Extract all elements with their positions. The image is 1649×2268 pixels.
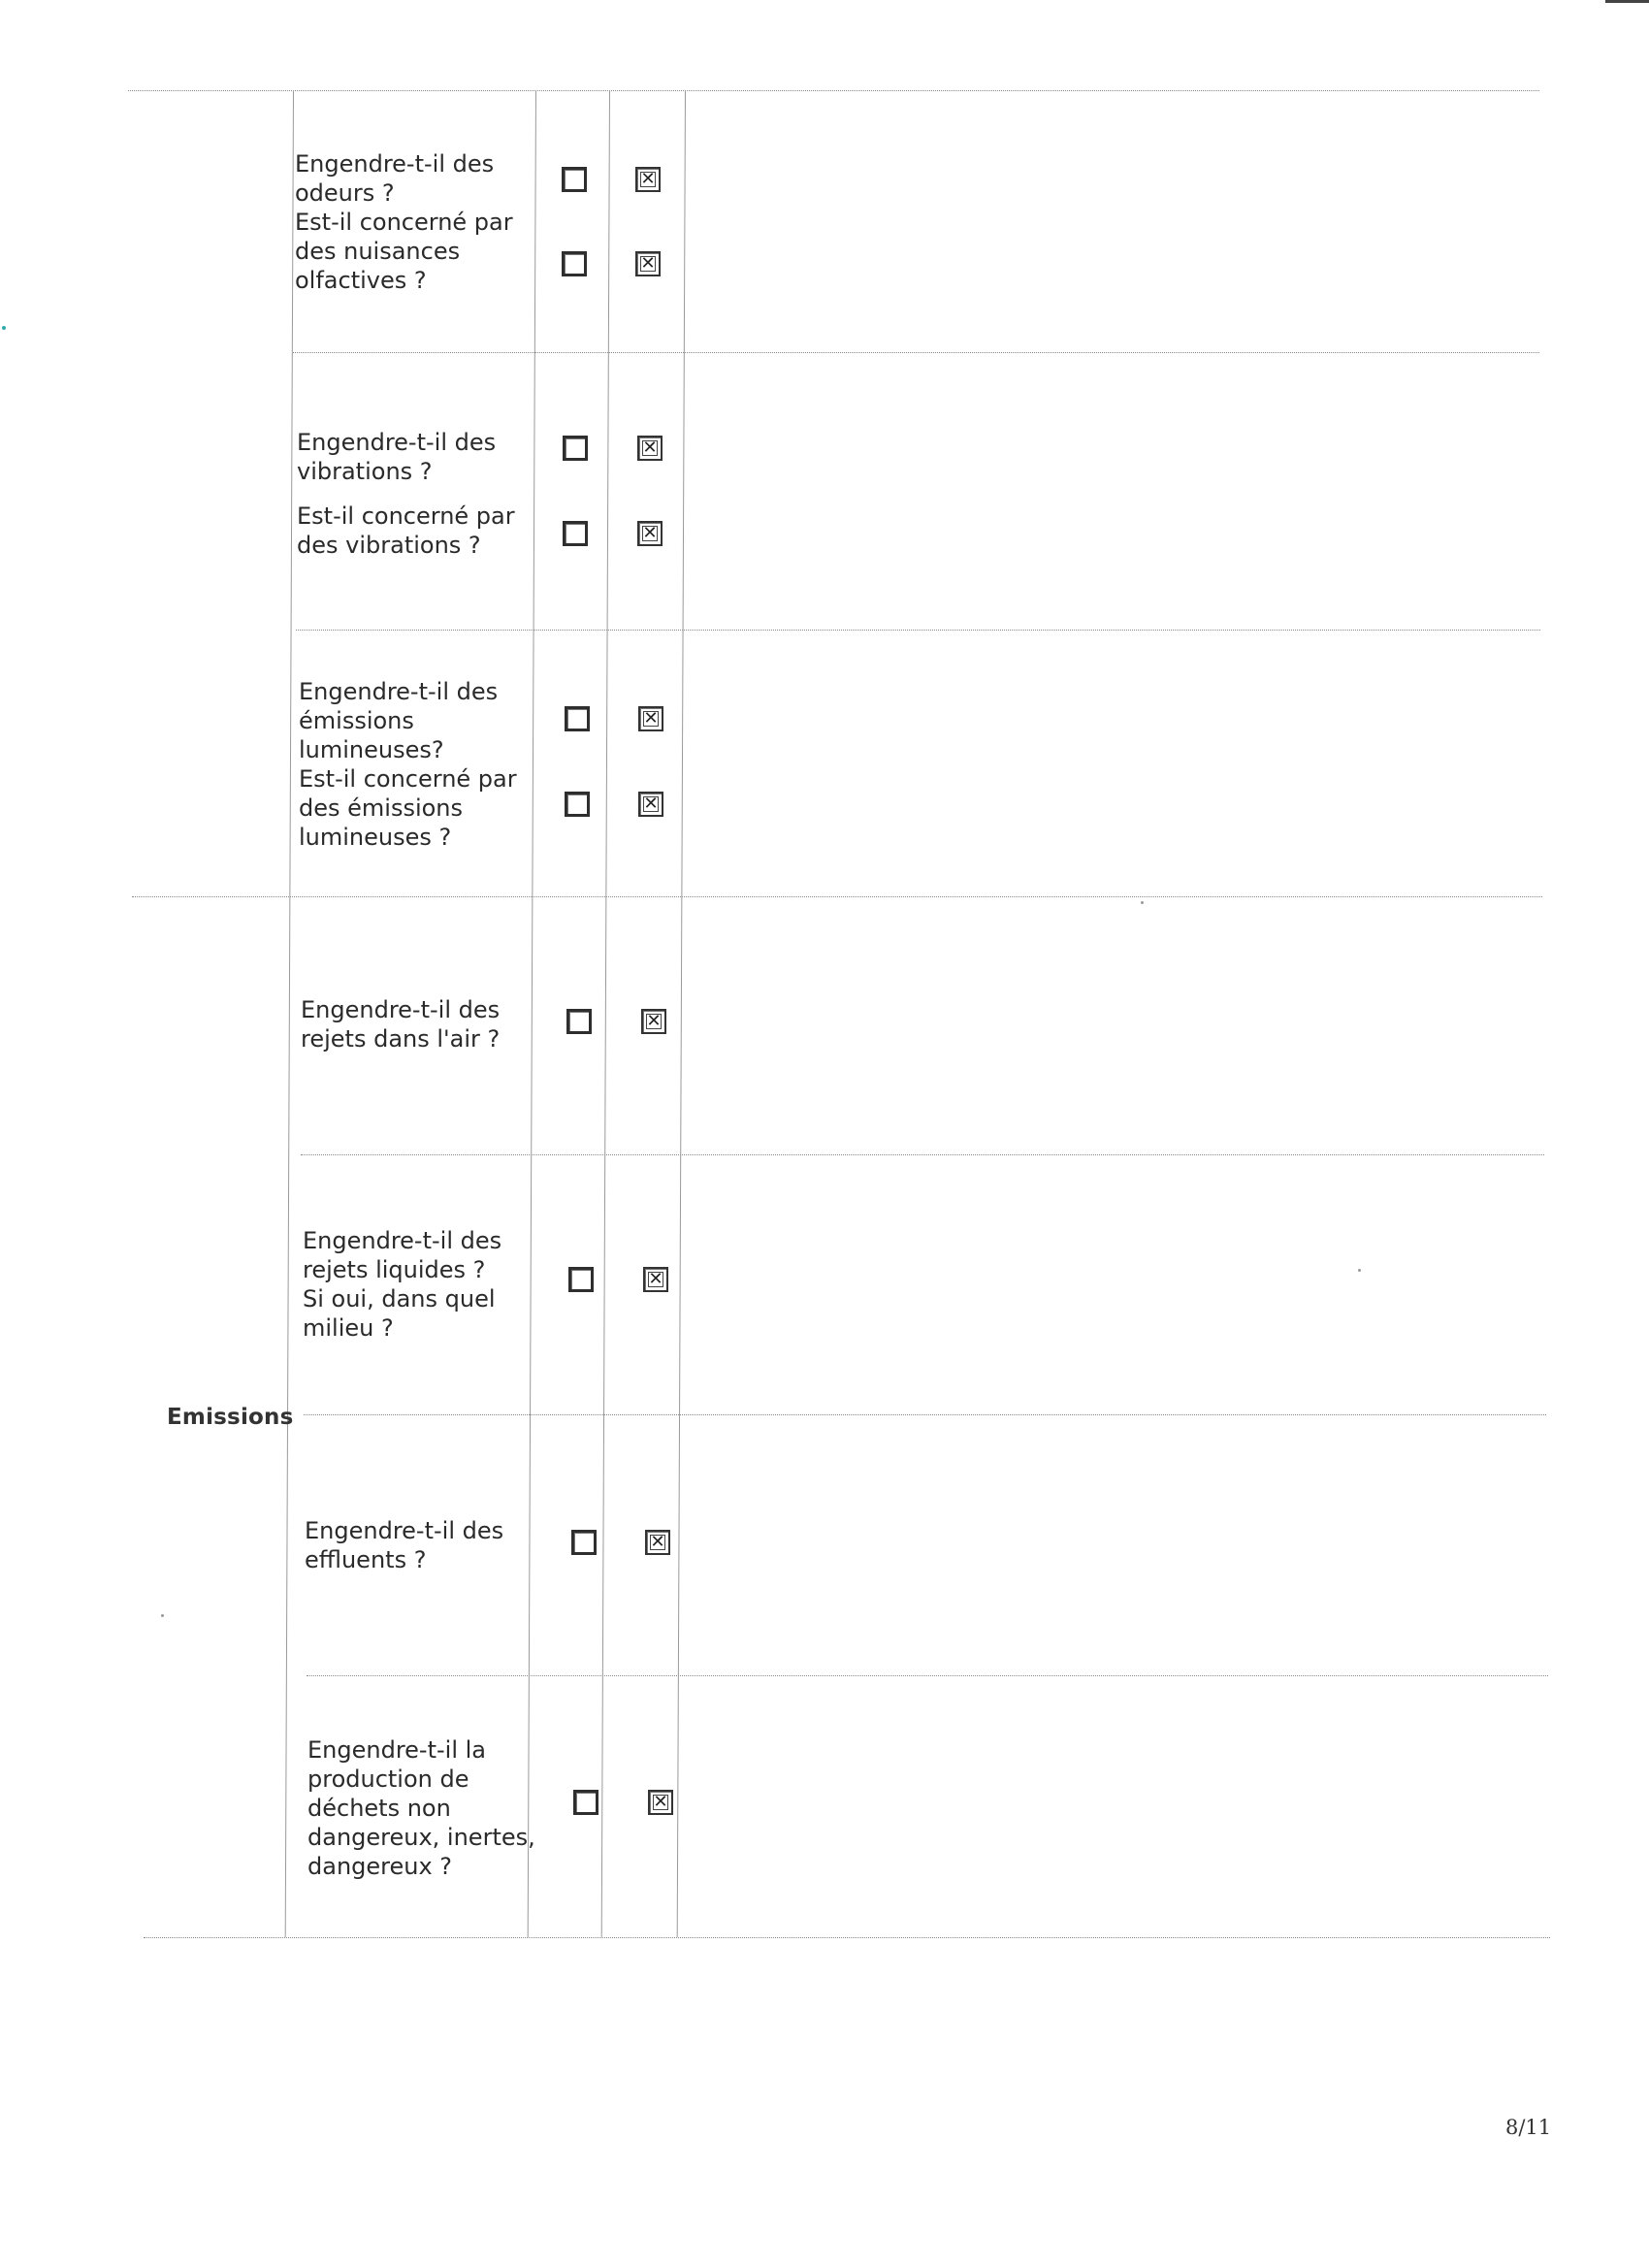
question-line: Est-il concerné par — [299, 765, 517, 793]
checkbox-col1[interactable] — [565, 792, 590, 817]
checkbox-col2-checked[interactable] — [648, 1790, 673, 1815]
question-line: Engendre-t-il des — [305, 1517, 504, 1544]
question-line: milieu ? — [303, 1314, 394, 1342]
question-line: Engendre-t-il des — [299, 678, 499, 705]
checkbox-col2-checked[interactable] — [638, 792, 663, 817]
scan-speck — [161, 1614, 164, 1617]
question-line: des vibrations ? — [297, 532, 481, 559]
checkbox-col1[interactable] — [571, 1530, 597, 1555]
checkbox-col2-checked[interactable] — [637, 521, 663, 546]
checkbox-col1[interactable] — [566, 1009, 592, 1034]
question-line: Engendre-t-il des — [303, 1227, 502, 1254]
check-x-icon: ✕ — [642, 437, 658, 458]
question-dechets — [307, 1735, 540, 1881]
question-effluents — [305, 1516, 537, 1574]
question-line: dangereux, inertes, — [307, 1824, 535, 1851]
checkbox-col2-checked[interactable] — [643, 1267, 668, 1292]
scan-corner-mark — [1605, 0, 1649, 3]
question-line: Engendre-t-il des — [297, 429, 497, 456]
question-line: des nuisances — [295, 238, 461, 265]
row-divider — [307, 1675, 1548, 1676]
question-odeurs — [295, 149, 528, 295]
checkbox-col2-checked[interactable] — [635, 251, 661, 276]
question-line: Est-il concerné par — [297, 502, 515, 530]
question-line: des émissions — [299, 794, 464, 822]
question-line: Est-il concerné par — [295, 209, 513, 236]
page-number: 8/11 — [1505, 2116, 1552, 2139]
question-line: odeurs ? — [295, 179, 395, 207]
question-line: Engendre-t-il la — [307, 1736, 486, 1764]
question-line: rejets liquides ? — [303, 1256, 486, 1283]
category-label: Emissions — [167, 1405, 294, 1430]
check-x-icon: ✕ — [648, 1269, 663, 1289]
question-line: lumineuses? — [299, 736, 444, 763]
row-divider — [296, 630, 1540, 631]
question-line: olfactives ? — [295, 267, 427, 294]
table-top-rule — [128, 90, 1539, 91]
table-bottom-rule — [144, 1937, 1550, 1938]
checkbox-col1[interactable] — [563, 521, 588, 546]
question-line: production de — [307, 1766, 469, 1793]
scan-speck — [1358, 1269, 1361, 1272]
check-x-icon: ✕ — [643, 794, 659, 814]
checkbox-col2-checked[interactable] — [645, 1530, 670, 1555]
row-divider — [304, 1414, 1546, 1415]
checkbox-col1[interactable] — [565, 706, 590, 731]
question-emissions-lumineuses — [299, 677, 532, 852]
check-x-icon: ✕ — [640, 253, 656, 274]
column-rule-question — [285, 90, 294, 1937]
check-x-icon: ✕ — [650, 1532, 665, 1552]
question-line: émissions — [299, 707, 414, 734]
question-line: rejets dans l'air ? — [301, 1025, 501, 1053]
checkbox-col1[interactable] — [562, 167, 587, 192]
question-line: Engendre-t-il des — [301, 996, 501, 1023]
check-x-icon: ✕ — [643, 708, 659, 729]
question-line: effluents ? — [305, 1546, 427, 1573]
checkbox-col2-checked[interactable] — [637, 436, 663, 461]
check-x-icon: ✕ — [653, 1792, 668, 1812]
checkbox-col2-checked[interactable] — [638, 706, 663, 731]
check-x-icon: ✕ — [646, 1011, 662, 1031]
row-divider — [301, 1154, 1544, 1155]
checkbox-col1[interactable] — [568, 1267, 594, 1292]
question-line: Engendre-t-il des — [295, 150, 495, 178]
question-line: Si oui, dans quel — [303, 1285, 496, 1312]
scan-speck — [1141, 901, 1144, 904]
line-gap — [297, 486, 530, 502]
checkbox-col2-checked[interactable] — [635, 167, 661, 192]
checkbox-col1[interactable] — [563, 436, 588, 461]
question-rejets-liquides — [303, 1226, 535, 1343]
check-x-icon: ✕ — [642, 523, 658, 543]
row-divider — [293, 352, 1539, 353]
question-line: dangereux ? — [307, 1853, 453, 1880]
question-line: lumineuses ? — [299, 824, 452, 851]
scan-speck — [2, 326, 6, 330]
column-rule-col2 — [601, 90, 610, 1937]
checkbox-col1[interactable] — [573, 1790, 598, 1815]
checkbox-col1[interactable] — [562, 251, 587, 276]
question-rejets-air — [301, 995, 534, 1053]
section-divider — [132, 896, 1542, 897]
question-vibrations — [297, 428, 530, 560]
column-rule-comments — [677, 90, 686, 1937]
question-line: déchets non — [307, 1795, 451, 1822]
question-line: vibrations ? — [297, 458, 433, 485]
checkbox-col2-checked[interactable] — [641, 1009, 666, 1034]
check-x-icon: ✕ — [640, 169, 656, 189]
